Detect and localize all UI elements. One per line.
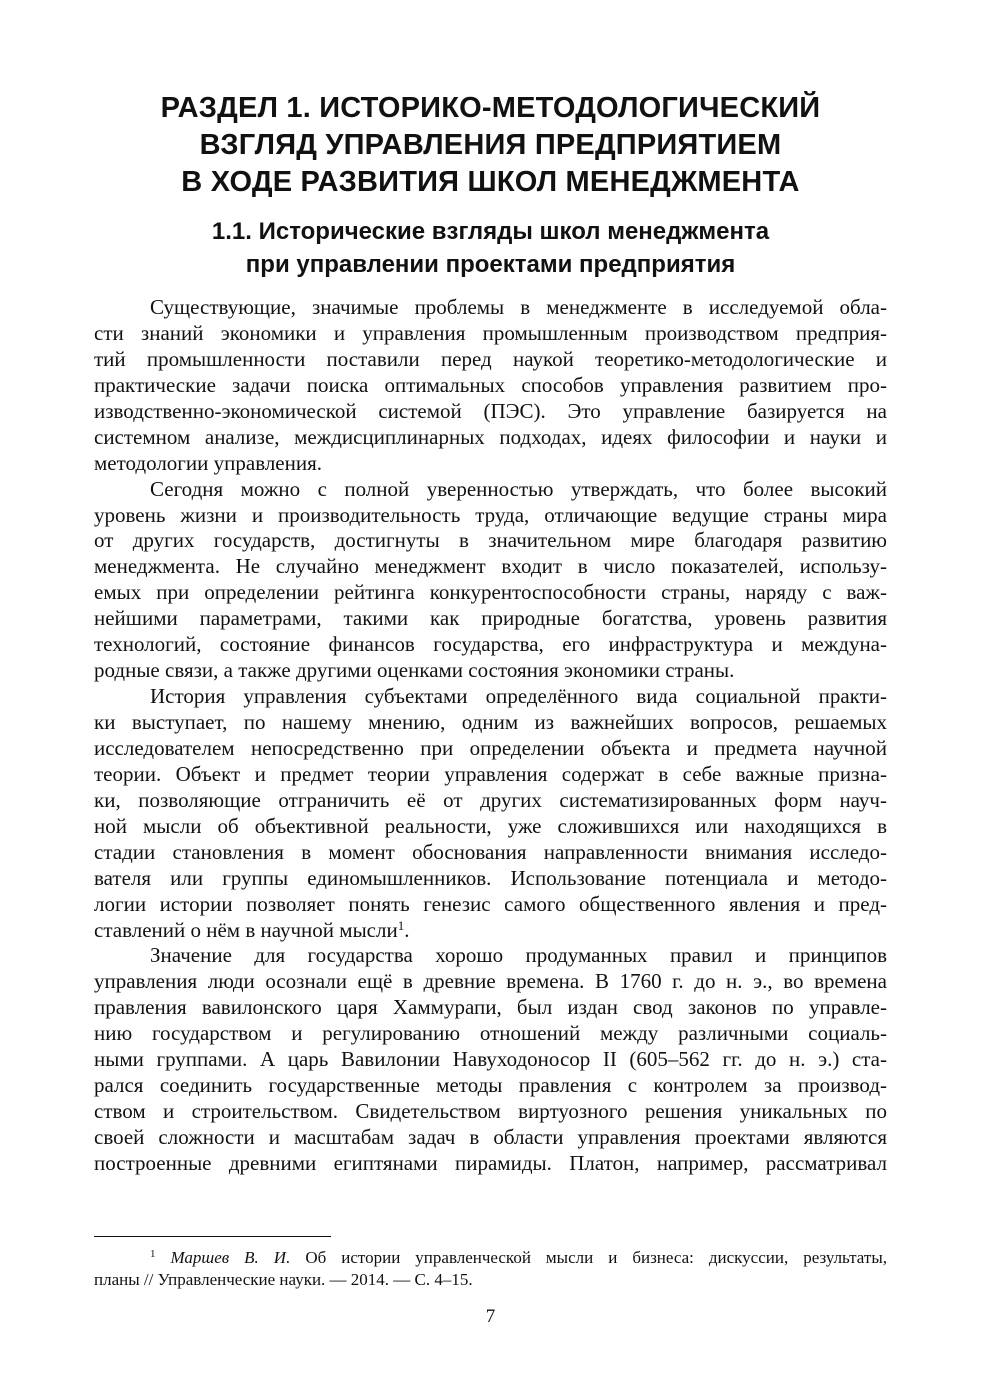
chapter-title-line: ВЗГЛЯД УПРАВЛЕНИЯ ПРЕДПРИЯТИЕМ (199, 129, 782, 161)
paragraph (94, 477, 887, 685)
text-line: История управления субъектами определённого вида социальной практи- (150, 684, 887, 709)
footnote-line: планы // Управленческие науки. — 2014. — С. 4–15. (94, 1270, 473, 1289)
section-title (94, 215, 887, 281)
text-line: ными группами. А царь Вавилонии Навуходоносор II (605–562 гг. до н. э.) ста- (94, 1047, 887, 1072)
text-line: родные связи, а также другими оценками состояния экономики страны. (94, 658, 735, 683)
text-line-end: . (404, 917, 410, 942)
text-line: управления люди осознали ещё в древние времена. В 1760 г. до н. э., во времена (94, 969, 887, 994)
text-line: системном анализе, междисциплинарных подходах, идеях философии и науки и (94, 424, 887, 449)
text-line: уровень жизни и производительность труда, отличающие ведущие страны мира (94, 502, 887, 527)
text-line (94, 918, 887, 944)
page-number: 7 (485, 1306, 496, 1327)
text-line: исследователем непосредственно при определении объекта и предмета научной (94, 735, 887, 760)
text-line: нию государством и регулированию отношений между различными социаль- (94, 1021, 887, 1046)
text-line: рался соединить государственные методы правления с контролем за производ- (94, 1073, 887, 1098)
text-line: своей сложности и масштабам задач в области управления проектами являются (94, 1125, 887, 1149)
paragraph (94, 295, 887, 477)
text-line: ством и строительством. Свидетельством виртуозного решения уникальных по (94, 1099, 887, 1124)
text-line: Существующие, значимые проблемы в менеджменте в исследуемой обла- (150, 295, 887, 319)
chapter-title-line: РАЗДЕЛ 1. ИСТОРИКО-МЕТОДОЛОГИЧЕСКИЙ (160, 92, 821, 124)
text-line: логии истории позволяет понять генезис самого общественного явления и пред- (94, 891, 887, 916)
text-line: емых при определении рейтинга конкурентоспособности страны, наряду с важ- (94, 580, 887, 605)
text-line: теории. Объект и предмет теории управления содержат в себе важные призна- (94, 761, 887, 786)
text-line: Сегодня можно с полной уверенностью утверждать, что более высокий (150, 476, 887, 501)
text-line: построенные древними египтянами пирамиды. Платон, например, рассматривал (94, 1150, 887, 1175)
text-line: правления вавилонского царя Хаммурапи, был издан свод законов по управле- (94, 995, 887, 1020)
text-line: стадии становления в момент обоснования направленности внимания исследо- (94, 839, 887, 864)
body-text (94, 295, 887, 1177)
text-line: ки, позволяющие отграничить её от других систематизированных форм науч- (94, 787, 887, 812)
section-title-line: при управлении проектами предприятия (245, 251, 736, 278)
text-line: от других государств, достигнуты в значительном мире благодаря развитию (94, 528, 887, 553)
footnote-divider (94, 1236, 331, 1237)
text-line: сти знаний экономики и управления промышленным производством предприя- (94, 320, 887, 345)
text-line: Значение для государства хорошо продуманных правил и принципов (150, 943, 887, 968)
text-line: менеджмента. Не случайно менеджмент входит в число показателей, использу- (94, 554, 887, 579)
text-line: тий промышленности поставили перед наукой теоретико-методологические и (94, 346, 887, 371)
text-line: методологии управления. (94, 450, 323, 475)
text-line: технологий, состояние финансов государства, его инфраструктура и междуна- (94, 632, 887, 657)
text-line-content: ставлений о нём в научной мысли (94, 917, 398, 942)
footnote-reference[interactable]: 1 (397, 917, 405, 933)
footnote-number: 1 (150, 1248, 156, 1260)
text-line: изводственно-экономической системой (ПЭС). Это управление базируется на (94, 398, 887, 423)
footnote-line (94, 1247, 887, 1269)
footnote-author: Маршев В. И. (170, 1248, 291, 1267)
footnote (94, 1247, 887, 1291)
text-line: вателя или группы единомышленников. Использование потенциала и методо- (94, 865, 887, 890)
text-line: нейшими параметрами, такими как природные богатства, уровень развития (94, 606, 887, 631)
section-title-line: 1.1. Исторические взгляды школ менеджмента (211, 218, 770, 245)
text-line: ной мысли об объективной реальности, уже сложившихся или находящихся в (94, 813, 887, 838)
text-line: практические задачи поиска оптимальных способов управления развитием про- (94, 372, 887, 397)
footnote-text: Об истории управленческой мысли и бизнеса: дискуссии, результаты, (290, 1248, 888, 1267)
paragraph (94, 943, 887, 1176)
chapter-title (94, 90, 887, 201)
chapter-title-line: В ХОДЕ РАЗВИТИЯ ШКОЛ МЕНЕДЖМЕНТА (181, 166, 800, 198)
paragraph (94, 684, 887, 943)
text-line: ки выступает, по нашему мнению, одним из важнейших вопросов, решаемых (94, 710, 887, 734)
